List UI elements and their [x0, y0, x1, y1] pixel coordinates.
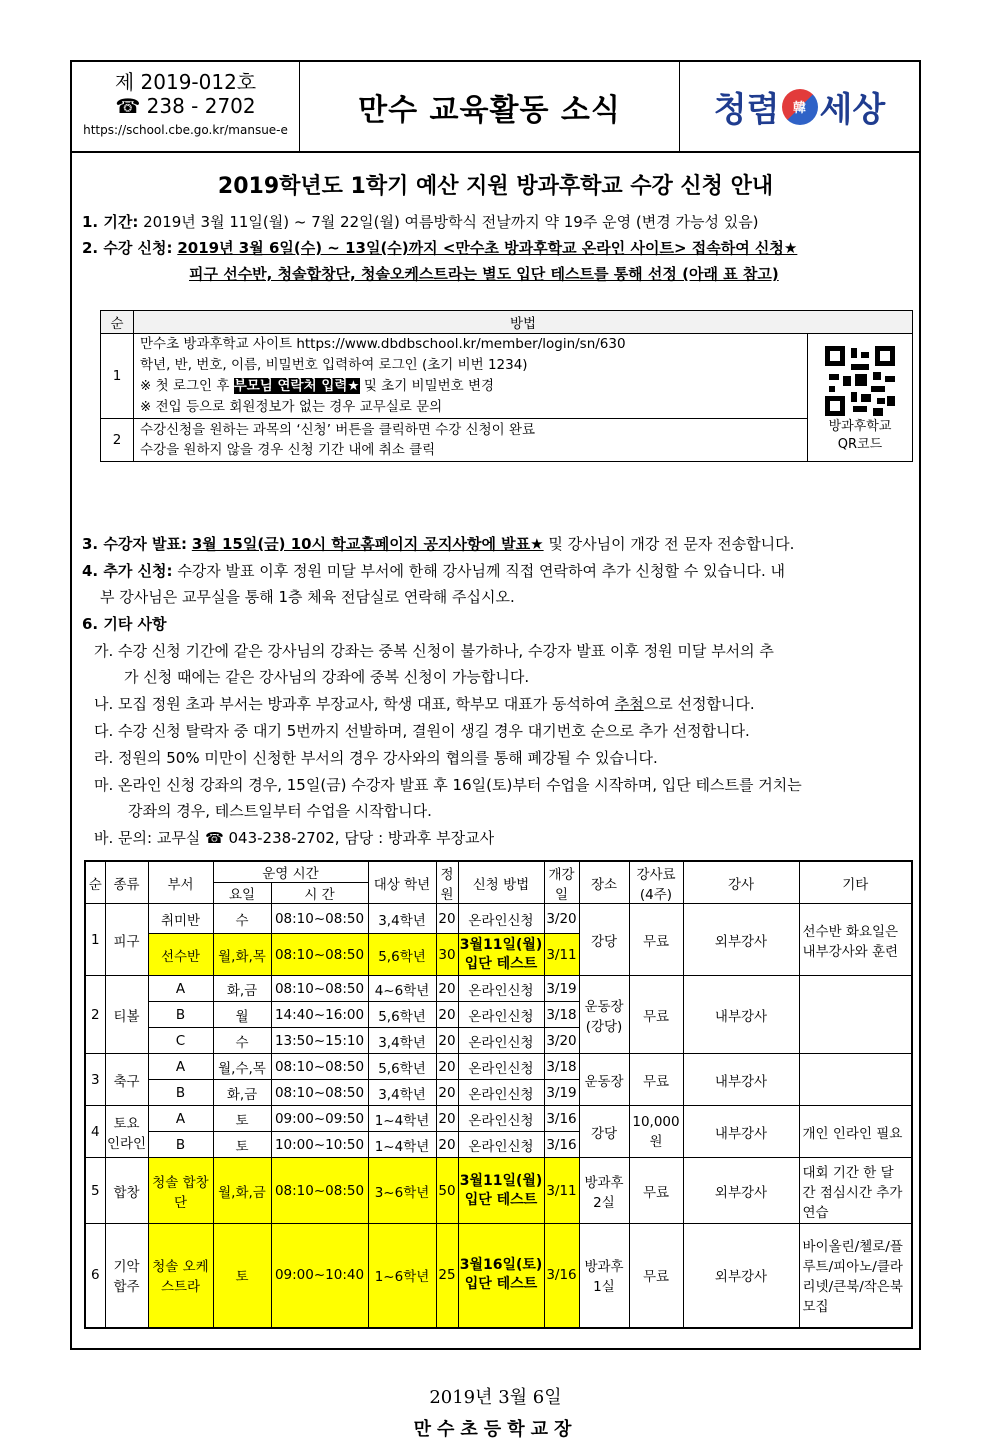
integrity-logo	[714, 82, 885, 131]
col-fee: 강사료 (4주)	[629, 861, 683, 904]
col-no: 순	[85, 861, 105, 904]
cell-place: 방과후 1실	[579, 1224, 629, 1328]
cell-kind: 축구	[105, 1054, 148, 1106]
cell-start: 3/16	[544, 1106, 579, 1132]
cell-cap: 20	[436, 1002, 458, 1028]
method-row1-line2: 학년, 반, 번호, 이름, 비밀번호 입력하여 로그인 (초기 비번 1234)	[140, 357, 528, 373]
col-grade: 대상 학년	[368, 861, 436, 904]
issue-info	[72, 62, 300, 151]
etc-ga-line2: 가 신청 때에는 같은 강사님의 강좌에 중복 신청이 가능합니다.	[124, 668, 530, 686]
etc-ga-line1: 가. 수강 신청 기간에 같은 강사님의 강좌는 중복 신청이 불가하나, 수강자 발표 이후 정원 미달 부서의 추	[94, 642, 774, 660]
method-head-no: 순	[101, 311, 134, 334]
method-row1-line1: 만수초 방과후학교 사이트 https://www.dbdbschool.kr/member/login/sn/630	[140, 336, 626, 352]
item-etc-label: 6. 기타 사항	[82, 615, 167, 633]
schedule-row	[85, 904, 912, 934]
cell-start: 3/16	[544, 1132, 579, 1158]
method-row2-no: 2	[101, 419, 134, 462]
logo-cell	[680, 62, 919, 151]
issue-number: 제 2019-012호	[114, 70, 257, 94]
item-announce-highlight: 3월 15일(금) 10시 학교홈페이지 공지사항에 발표★	[191, 535, 544, 553]
cell-dept: 청솔 오케스트라	[148, 1224, 213, 1328]
cell-start: 3/16	[544, 1224, 579, 1328]
cell-fee: 무료	[629, 904, 683, 976]
qr-label-1: 방과후학교	[828, 418, 892, 434]
cell-grade: 4~6학년	[368, 976, 436, 1002]
cell-etc	[799, 976, 912, 1054]
cell-apply: 온라인신청	[458, 1106, 544, 1132]
schedule-row	[85, 1158, 912, 1224]
cell-dept: 청솔 합창단	[148, 1158, 213, 1224]
method-row2-content	[134, 419, 808, 462]
cell-apply: 온라인신청	[458, 1132, 544, 1158]
cell-no: 3	[85, 1054, 105, 1106]
cell-fee: 무료	[629, 976, 683, 1054]
cell-time: 14:40~16:00	[271, 1002, 368, 1028]
method-row2-line2: 수강을 원하지 않을 경우 신청 기간 내에 취소 클릭	[140, 442, 436, 458]
item-apply-label: 2. 수강 신청:	[82, 239, 173, 257]
cell-cap: 50	[436, 1158, 458, 1224]
cell-cap: 25	[436, 1224, 458, 1328]
cell-day: 화,금	[213, 1080, 271, 1106]
cell-apply: 3월16일(토) 입단 테스트	[458, 1224, 544, 1328]
item-period-text: 2019년 3월 11일(월) ~ 7월 22일(월) 여름방학식 전날까지 약 19주 운영 (변경 가능성 있음)	[138, 213, 759, 231]
cell-start: 3/18	[544, 1054, 579, 1080]
cell-day: 토	[213, 1106, 271, 1132]
cell-place: 운동장 (강당)	[579, 976, 629, 1054]
col-etc: 기타	[799, 861, 912, 904]
taegeuk-icon	[782, 89, 818, 125]
item-apply	[82, 235, 797, 261]
col-teacher: 강사	[683, 861, 799, 904]
item-extra	[82, 558, 785, 584]
item-extra-text: 수강자 발표 이후 정원 미달 부서에 한해 강사님께 직접 연락하여 추가 신청할 수 있습니다. 내	[172, 562, 785, 580]
cell-kind: 티볼	[105, 976, 148, 1054]
cell-time: 08:10~08:50	[271, 976, 368, 1002]
cell-day: 월,화,금	[213, 1158, 271, 1224]
cell-apply: 온라인신청	[458, 976, 544, 1002]
schedule-row	[85, 1106, 912, 1132]
cell-kind: 합창	[105, 1158, 148, 1224]
col-place: 장소	[579, 861, 629, 904]
cell-fee: 무료	[629, 1158, 683, 1224]
cell-day: 월	[213, 1002, 271, 1028]
cell-apply: 온라인신청	[458, 1080, 544, 1106]
cell-apply: 온라인신청	[458, 1054, 544, 1080]
method-row1-line3-a: ※ 첫 로그인 후	[140, 378, 234, 394]
phone-text: 238 - 2702	[146, 94, 256, 118]
cell-no: 4	[85, 1106, 105, 1158]
col-start: 개강일	[544, 861, 579, 904]
cell-time: 09:00~10:40	[271, 1224, 368, 1328]
cell-teacher: 외부강사	[683, 904, 799, 976]
col-time: 운영 시간	[213, 861, 368, 883]
item-extra-line2: 부 강사님은 교무실을 통해 1층 체육 전담실로 연락해 주십시오.	[100, 588, 515, 606]
cell-dept: B	[148, 1002, 213, 1028]
col-kind: 종류	[105, 861, 148, 904]
cell-teacher: 내부강사	[683, 1054, 799, 1106]
cell-day: 월,화,목	[213, 934, 271, 976]
cell-cap: 20	[436, 1106, 458, 1132]
cell-time: 10:00~10:50	[271, 1132, 368, 1158]
parent-contact-highlight: 부모님 연락처 입력★	[233, 378, 360, 394]
cell-place: 강당	[579, 904, 629, 976]
cell-fee: 10,000 원	[629, 1106, 683, 1158]
cell-apply: 온라인신청	[458, 904, 544, 934]
schedule-row	[85, 1224, 912, 1328]
cell-time: 08:10~08:50	[271, 1054, 368, 1080]
schedule-table	[84, 860, 913, 1329]
method-row1-no: 1	[101, 334, 134, 419]
col-apply: 신청 방법	[458, 861, 544, 904]
cell-etc: 선수반 화요일은 내부강사와 훈련	[799, 904, 912, 976]
cell-day: 수	[213, 904, 271, 934]
etc-ma-line2: 강좌의 경우, 테스트일부터 수업을 시작합니다.	[128, 802, 432, 820]
cell-no: 1	[85, 904, 105, 976]
cell-cap: 30	[436, 934, 458, 976]
col-day: 요일	[213, 883, 271, 904]
cell-cap: 20	[436, 1028, 458, 1054]
cell-cap: 20	[436, 1080, 458, 1106]
cell-cap: 20	[436, 1054, 458, 1080]
cell-day: 월,수,목	[213, 1054, 271, 1080]
cell-grade: 3,4학년	[368, 1028, 436, 1054]
qr-cell	[808, 334, 913, 462]
cell-fee: 무료	[629, 1054, 683, 1106]
item-period	[82, 209, 759, 235]
item-period-label: 1. 기간:	[82, 213, 139, 231]
etc-ba: 바. 문의: 교무실 ☎ 043-238-2702, 담당 : 방과후 부장교사	[94, 829, 495, 847]
method-row1-line4: ※ 전입 등으로 회원정보가 없는 경우 교무실로 문의	[140, 399, 443, 415]
cell-grade: 1~4학년	[368, 1132, 436, 1158]
item-apply-line2-text: 피구 선수반, 청솔합창단, 청솔오케스트라는 별도 입단 테스트를 통해 선정 (아래 표 참고)	[189, 265, 779, 283]
issue-date: 2019년 3월 6일	[429, 1387, 562, 1408]
etc-ma-line1: 마. 온라인 신청 강좌의 경우, 15일(금) 수강자 발표 후 16일(토)부터 수업을 시작하며, 입단 테스트를 거치는	[94, 776, 802, 794]
etc-da: 다. 수강 신청 탈락자 중 대기 5번까지 선발하며, 결원이 생길 경우 대기번호 순으로 추가 선정합니다.	[94, 722, 750, 740]
cell-start: 3/19	[544, 1080, 579, 1106]
cell-time: 08:10~08:50	[271, 904, 368, 934]
logo-text-right: 세상	[819, 90, 886, 130]
cell-grade: 5,6학년	[368, 1002, 436, 1028]
phone-number	[72, 94, 299, 118]
cell-grade: 3~6학년	[368, 1158, 436, 1224]
phone-icon: ☎	[115, 94, 141, 118]
logo-text-mid: 韓	[792, 101, 806, 116]
cell-start: 3/18	[544, 1002, 579, 1028]
etc-na-b: 으로 선정합니다.	[643, 695, 755, 713]
cell-teacher: 외부강사	[683, 1224, 799, 1328]
cell-day: 수	[213, 1028, 271, 1054]
logo-text-left: 청렴	[713, 90, 780, 130]
cell-place: 운동장	[579, 1054, 629, 1106]
cell-dept: A	[148, 1106, 213, 1132]
cell-grade: 3,4학년	[368, 1080, 436, 1106]
cell-dept: 취미반	[148, 904, 213, 934]
method-table	[100, 310, 913, 462]
cell-apply: 온라인신청	[458, 1002, 544, 1028]
cell-time: 13:50~15:10	[271, 1028, 368, 1054]
cell-place: 강당	[579, 1106, 629, 1158]
cell-day: 토	[213, 1224, 271, 1328]
method-head-method: 방법	[134, 311, 913, 334]
cell-start: 3/20	[544, 904, 579, 934]
cell-grade: 1~4학년	[368, 1106, 436, 1132]
cell-teacher: 내부강사	[683, 976, 799, 1054]
col-dept: 부서	[148, 861, 213, 904]
newsletter-title: 만수 교육활동 소식	[358, 92, 621, 128]
cell-dept: A	[148, 976, 213, 1002]
cell-place: 방과후 2실	[579, 1158, 629, 1224]
newsletter-title-cell	[300, 62, 680, 151]
cell-no: 2	[85, 976, 105, 1054]
method-row1-content	[134, 334, 808, 419]
cell-grade: 1~6학년	[368, 1224, 436, 1328]
cell-etc: 대회 기간 한 달 간 점심시간 추가 연습	[799, 1158, 912, 1224]
cell-day: 화,금	[213, 976, 271, 1002]
qr-label-2: QR코드	[837, 436, 883, 452]
cell-dept: 선수반	[148, 934, 213, 976]
cell-teacher: 내부강사	[683, 1106, 799, 1158]
method-row2-line1: 수강신청을 원하는 과목의 ‘신청’ 버튼을 클릭하면 수강 신청이 완료	[140, 422, 536, 438]
col-hours: 시 간	[271, 883, 368, 904]
etc-na-a: 나. 모집 정원 초과 부서는 방과후 부장교사, 학생 대표, 학부모 대표가 동석하여	[94, 695, 615, 713]
schedule-row	[85, 976, 912, 1002]
cell-etc: 바이올린/첼로/플루트/피아노/클라리넷/큰북/작은북 모집	[799, 1224, 912, 1328]
qr-code-icon[interactable]	[825, 346, 895, 416]
cell-time: 08:10~08:50	[271, 1080, 368, 1106]
cell-cap: 20	[436, 1132, 458, 1158]
item-apply-text: 2019년 3월 6일(수) ~ 13일(수)까지 <만수초 방과후학교 온라인 사이트> 접속하여 신청★	[177, 239, 798, 257]
cell-etc: 개인 인라인 필요	[799, 1106, 912, 1158]
cell-day: 토	[213, 1132, 271, 1158]
school-url[interactable]: https://school.cbe.go.kr/mansue-e	[83, 123, 288, 137]
cell-kind: 토요 인라인	[105, 1106, 148, 1158]
cell-grade: 3,4학년	[368, 904, 436, 934]
cell-kind: 피구	[105, 904, 148, 976]
cell-teacher: 외부강사	[683, 1158, 799, 1224]
cell-no: 6	[85, 1224, 105, 1328]
cell-dept: B	[148, 1080, 213, 1106]
etc-ra: 라. 정원의 50% 미만이 신청한 부서의 경우 강사와의 협의를 통해 폐강될 수 있습니다.	[94, 749, 658, 767]
newsletter-header	[72, 62, 919, 153]
cell-dept: A	[148, 1054, 213, 1080]
cell-cap: 20	[436, 976, 458, 1002]
item-extra-label: 4. 추가 신청:	[82, 562, 173, 580]
cell-kind: 기악 합주	[105, 1224, 148, 1328]
method-row1-line3-b: 및 초기 비밀번호 변경	[359, 378, 495, 394]
document-frame	[70, 60, 921, 1440]
item-announce-label: 3. 수강자 발표:	[82, 535, 188, 553]
etc-na	[94, 691, 755, 717]
cell-start: 3/20	[544, 1028, 579, 1054]
cell-no: 5	[85, 1158, 105, 1224]
cell-start: 3/11	[544, 934, 579, 976]
cell-start: 3/11	[544, 1158, 579, 1224]
cell-dept: C	[148, 1028, 213, 1054]
item-apply-line2	[189, 261, 779, 287]
cell-fee: 무료	[629, 1224, 683, 1328]
cell-apply: 3월11일(월) 입단 테스트	[458, 1158, 544, 1224]
cell-dept: B	[148, 1132, 213, 1158]
cell-apply: 온라인신청	[458, 1028, 544, 1054]
cell-apply: 3월11일(월) 입단 테스트	[458, 934, 544, 976]
item-announce	[82, 531, 794, 557]
cell-time: 08:10~08:50	[271, 934, 368, 976]
cell-grade: 5,6학년	[368, 1054, 436, 1080]
cell-cap: 20	[436, 904, 458, 934]
method-row1-line3	[140, 376, 801, 397]
cell-time: 08:10~08:50	[271, 1158, 368, 1224]
cell-time: 09:00~09:50	[271, 1106, 368, 1132]
cell-start: 3/19	[544, 976, 579, 1002]
col-cap: 정원	[436, 861, 458, 904]
cell-etc	[799, 1054, 912, 1106]
principal-signature: 만수초등학교장	[413, 1419, 578, 1440]
cell-grade: 5,6학년	[368, 934, 436, 976]
item-announce-text: 및 강사님이 개강 전 문자 전송합니다.	[543, 535, 795, 553]
document-title: 2019학년도 1학기 예산 지원 방과후학교 수강 신청 안내	[217, 174, 774, 199]
schedule-row	[85, 1054, 912, 1080]
etc-na-lottery: 추첨	[614, 695, 644, 713]
